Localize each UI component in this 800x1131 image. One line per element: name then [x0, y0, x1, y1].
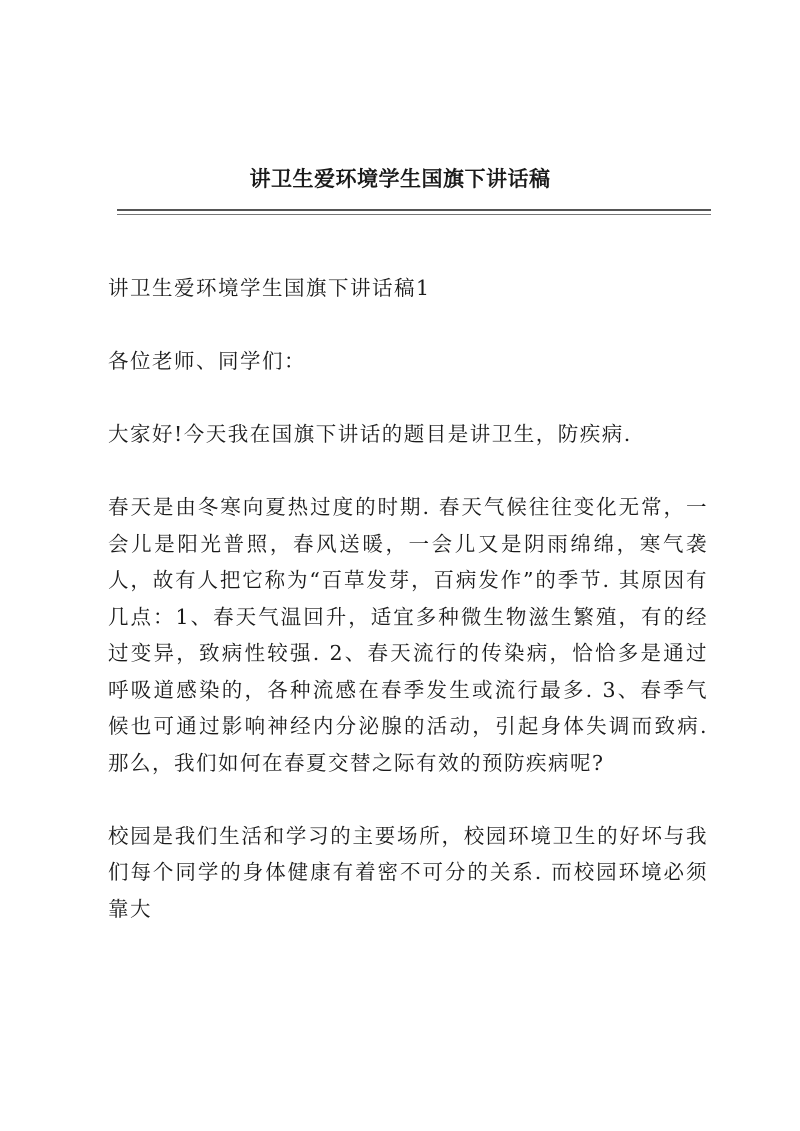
salutation: 各位老师、同学们：	[108, 349, 306, 373]
document-title: 讲卫生爱环境学生国旗下讲话稿	[249, 166, 551, 191]
spring-paragraph: 春天是由冬寒向夏热过度的时期. 春天气候往往变化无常，一会儿是阳光普照，春风送暖，一会儿又是阴雨绵绵，寒气袭人，故有人把它称为“百草发芽，百病发作”的季节. 其原因有几点：1、春天气温回升，适宜多种微生物滋生繁殖，有的经过变异，致病性较强. 2、春天流行的传染病，恰恰多是通过呼吸道感染的，各种流感在春季发生或流行最多. 3、春季气候也可通过影响神经内分泌腺的活动，引起身体失调而致病. 那么，我们如何在春夏交替之际有效的预防疾病呢?	[108, 495, 708, 775]
title-divider-thick	[117, 209, 711, 211]
document-body	[108, 270, 708, 964]
section-heading: 讲卫生爱环境学生国旗下讲话稿1	[108, 276, 431, 300]
campus-paragraph: 校园是我们生活和学习的主要场所，校园环境卫生的好坏与我们每个同学的身体健康有着密不可分的关系. 而校园环境必须靠大	[108, 823, 708, 921]
greeting-paragraph: 大家好!今天我在国旗下讲话的题目是讲卫生，防疾病.	[108, 422, 632, 446]
title-divider-thin	[117, 214, 711, 215]
